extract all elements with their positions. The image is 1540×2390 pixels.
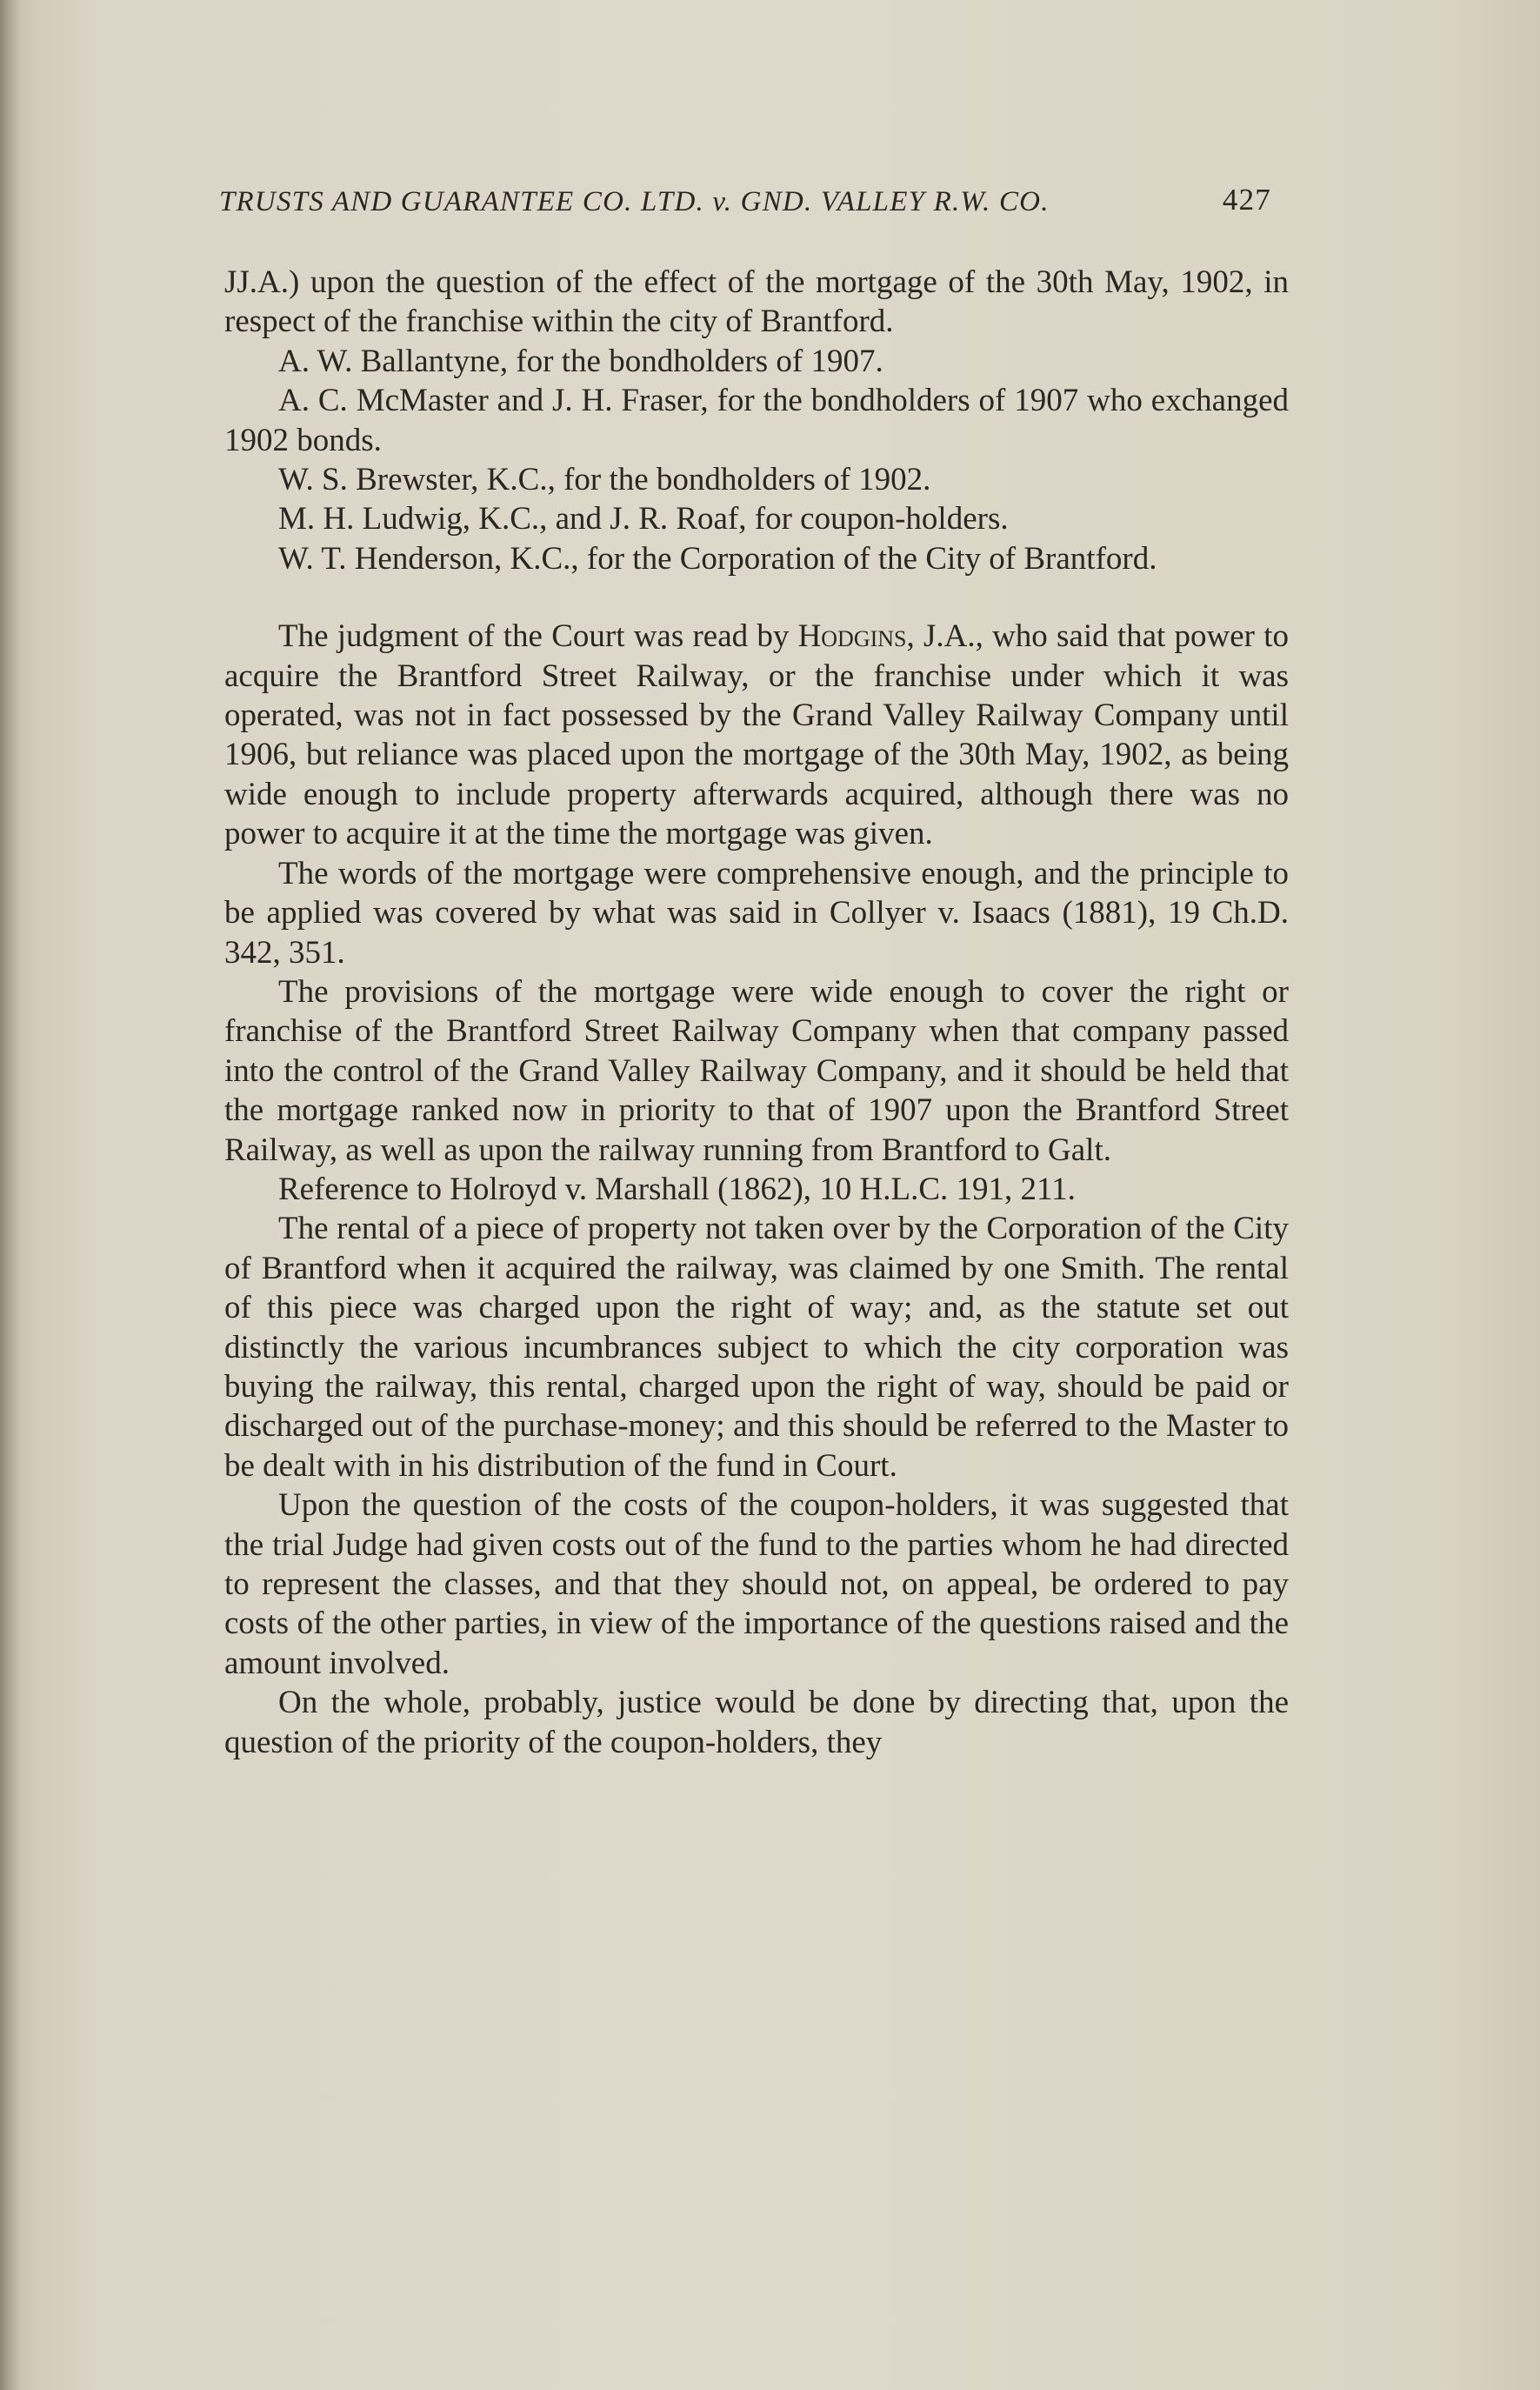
counsel-line: W. T. Henderson, K.C., for the Corporation of the City of Brantford.	[278, 540, 1157, 577]
judgment-paragraph: The rental of a piece of property not taken over by the Corporation of the City of Brantford when it acquired the railway, was claimed by one Smith. The rental of this piece was charged upon the right of way; and, as the statute set out distinctly the various incumbrances subject to which the city corporation was buying the railway, this rental, charged upon the right of way, should be paid or discharged out of the purchase-money; and this should be referred to the Master to be dealt with in his distribution of the fund in Court.	[224, 1211, 1289, 1484]
page-body	[224, 263, 1289, 1762]
judgment-paragraph: On the whole, probably, justice would be done by directing that, upon the question of the priority of the coupon-holders, they	[224, 1685, 1289, 1760]
page-number: 427	[1222, 183, 1271, 217]
counsel-line: A. C. McMaster and J. H. Fraser, for the bondholders of 1907 who exchanged 1902 bonds.	[224, 383, 1289, 458]
judgment-opening	[224, 617, 1289, 853]
counsel-line: W. S. Brewster, K.C., for the bondholders of 1902.	[278, 462, 931, 498]
counsel-line: M. H. Ludwig, K.C., and J. R. Roaf, for coupon-holders.	[278, 501, 1009, 537]
judgment-paragraph: The words of the mortgage were comprehensive enough, and the principle to be applied was covered by what was said in Collyer v. Isaacs (1881), 19 Ch.D. 342, 351.	[224, 855, 1289, 971]
counsel-intro: JJ.A.) upon the question of the effect of the mortgage of the 30th May, 1902, in respect of the franchise within the city of Brantford.	[224, 264, 1289, 340]
counsel-line: A. W. Ballantyne, for the bondholders of 1907.	[278, 343, 883, 379]
judgment-opening-before: The judgment of the Court was read by	[278, 618, 798, 655]
judge-name: Hodgins	[797, 618, 907, 655]
judgment-paragraph: Reference to Holroyd v. Marshall (1862), 10 H.L.C. 191, 211.	[278, 1171, 1076, 1207]
judgment-opening-after: , J.A., who said that power to acquire the Brantford Street Railway, or the franchise under which it was operated, was not in fact possessed by the Grand Valley Railway Company until 1906, but reliance was placed upon the mortgage of the 30th May, 1902, as being wide enough to include property afterwards acquired, although there was no power to acquire it at the time the mortgage was given.	[224, 618, 1290, 852]
running-title: TRUSTS AND GUARANTEE CO. LTD. v. GND. VALLEY R.W. CO.	[219, 186, 1050, 217]
running-header	[219, 183, 1271, 230]
judgment-paragraph: The provisions of the mortgage were wide enough to cover the right or franchise of the Brantford Street Railway Company when that company passed into the control of the Grand Valley Railway Company, and it should be held that the mortgage ranked now in priority to that of 1907 upon the Brantford Street Railway, as well as upon the railway running from Brantford to Galt.	[224, 973, 1289, 1168]
binding-shadow	[0, 0, 19, 2390]
judgment-paragraph: Upon the question of the costs of the coupon-holders, it was suggested that the trial Judge had given costs out of the fund to the parties whom he had directed to represent the classes, and that they should not, on appeal, be ordered to pay costs of the other parties, in view of the importance of the questions raised and the amount involved.	[224, 1487, 1289, 1681]
